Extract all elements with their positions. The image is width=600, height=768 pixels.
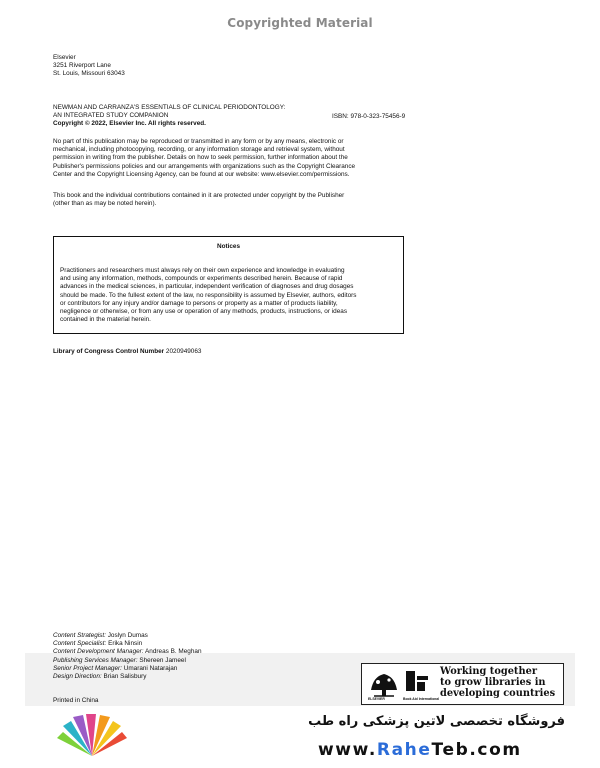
rights-line: Center and the Copyright Licensing Agency, can be found at our website: www.elsevier.com/permissions. [53,170,350,178]
production-credits [53,632,202,681]
url-brand: Rahe [376,740,432,760]
credit-role: Content Specialist: [53,640,107,648]
elsevier-tree-logo-icon [368,668,400,698]
notices-line: should be made. To the fullest extent of the law, no responsibility is assumed by Elsevier, authors, editors [60,291,357,299]
publisher-name: Elsevier [53,54,76,61]
rights-line: No part of this publication may be reproduced or transmitted in any form or by any means, electronic or [53,138,344,145]
rights-line: Publisher's permissions policies and our arrangements with organizations such as the Copyright Clearance [53,162,356,170]
credit-row [53,665,202,673]
credit-name: Shereen Jameel [139,656,186,664]
notices-line: negligence or otherwise, or from any use or operation of any methods, products, instructions, or ideas [60,308,348,316]
book-fan-logo-icon [55,712,129,760]
slogan-line: developing countries [440,687,556,699]
credit-name: Andreas B. Meghan [145,648,202,656]
credit-row [53,673,202,681]
credit-role: Senior Project Manager: [53,664,122,672]
protection-paragraph [53,192,344,208]
lccn-label: Library of Congress Control Number [53,348,165,355]
notices-line: and using any information, methods, compounds or experiments described herein. Because of rapid [60,275,343,283]
credit-row [53,657,202,665]
lccn-line [53,348,201,356]
shop-persian-name: فروشگاه تخصصی لاتین پزشکی راه طب [308,714,565,729]
notices-box [53,236,404,334]
notices-heading: Notices [216,243,241,250]
slogan-line: to grow libraries in [440,676,546,688]
credit-row [53,632,202,640]
rights-line: permission in writing from the publisher. Details on how to seek permission, further information about the [53,154,348,162]
url-prefix: www. [318,740,377,760]
credit-name: Brian Salisbury [103,673,147,681]
publisher-city: St. Louis, Missouri 63043 [53,70,125,78]
copyright-watermark: Copyrighted Material [227,16,373,30]
credit-role: Design Direction: [53,673,102,681]
notices-line: or contributors for any injury and/or damage to persons or property as a matter of products liability, [60,299,338,307]
notices-line: Practitioners and researchers must always rely on their own experience and knowledge in evaluating [60,267,345,274]
credit-role: Publishing Services Manager: [53,656,138,664]
publisher-street: 3251 Riverport Lane [53,62,111,70]
book-title-block [53,104,285,129]
elsevier-label: ELSEVIER [368,697,385,701]
credit-name: Erika Ninsin [108,640,143,648]
credit-name: Joslyn Dumas [107,632,148,639]
book-aid-label: Book Aid International [403,697,440,701]
url-suffix: .com [469,740,522,760]
copyright-line: Copyright © 2022, Elsevier Inc. All rights reserved. [53,120,206,128]
protection-line: (other than as may be noted herein). [53,200,157,208]
book-title-line2: AN INTEGRATED STUDY COMPANION [53,112,169,120]
lccn-value: 2020949063 [165,348,202,355]
url-middle: Teb [431,740,470,760]
printed-in: Printed in China [53,697,99,704]
slogan-line: Working together [440,666,537,677]
isbn: ISBN: 978-0-323-75456-9 [332,113,406,120]
book-aid-logo-icon [404,668,432,696]
credit-row [53,648,202,656]
notices-line: contained in the material herein. [60,316,151,324]
rights-paragraph [53,138,355,179]
book-title-line1: NEWMAN AND CARRANZA'S ESSENTIALS OF CLINICAL PERIODONTOLOGY: [53,104,286,111]
protection-line: This book and the individual contributions contained in it are protected under copyright by the Publisher [53,192,345,199]
rights-line: mechanical, including photocopying, recording, or any information storage and retrieval system, without [53,146,345,154]
publisher-address [53,54,125,79]
credit-role: Content Development Manager: [53,648,144,656]
notices-line: advances in the medical sciences, in particular, independent verification of diagnoses and drug dosages [60,283,354,291]
sponsor-slogan [440,667,555,699]
notices-body [60,267,357,324]
credit-name: Umarani Natarajan [123,664,178,672]
shop-url[interactable] [318,740,522,760]
sponsor-box [361,663,564,705]
credit-role: Content Strategist: [53,632,106,639]
credit-row [53,640,202,648]
